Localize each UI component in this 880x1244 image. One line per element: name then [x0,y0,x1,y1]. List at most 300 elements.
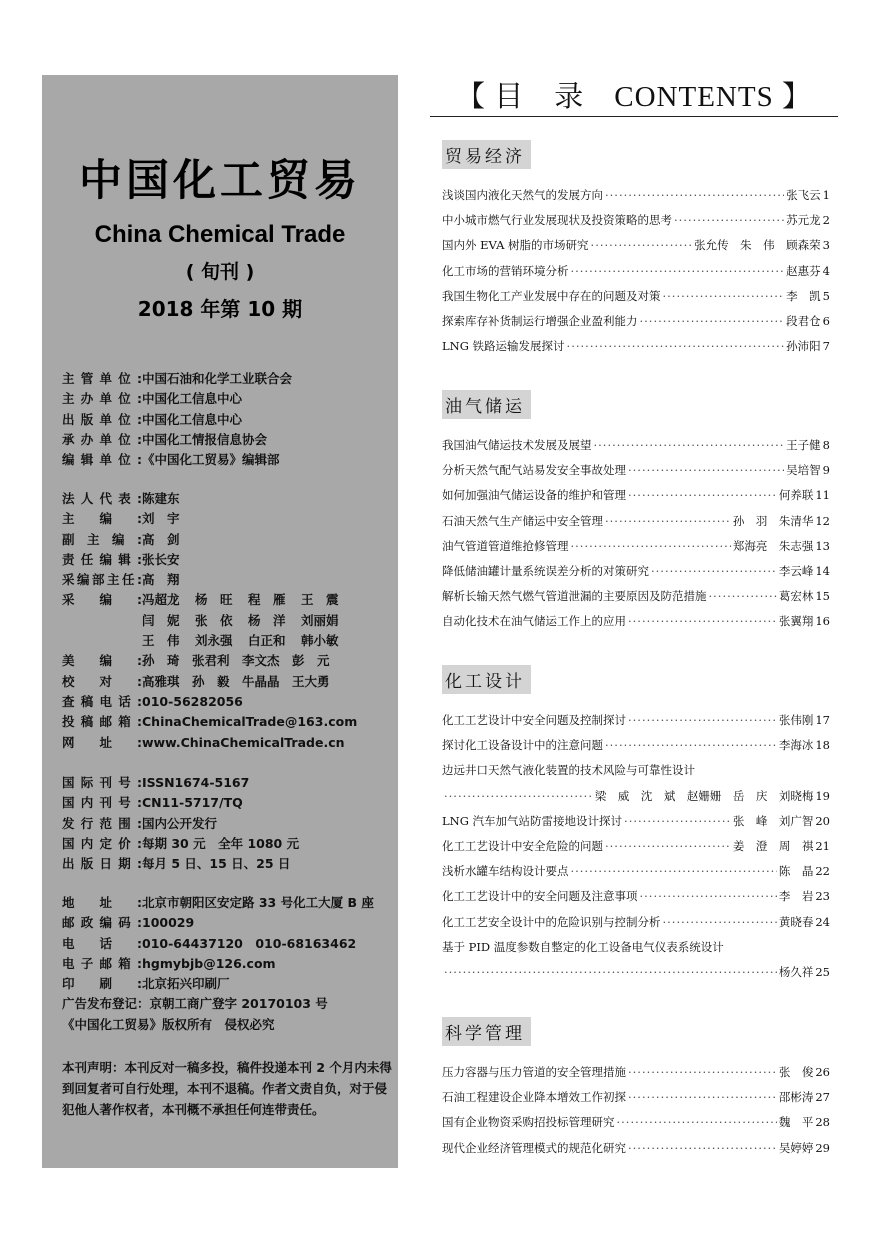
info-value: 孙 琦 张君利 李文杰 彭 元 [142,653,330,669]
toc-entry[interactable] [442,263,830,288]
toc-leader-dots [594,438,785,452]
toc-entry-author: 魏 平 [778,1115,814,1130]
info-label [62,410,142,430]
info-label-char: 单 [99,411,113,427]
info-label-char: 定 [99,835,113,851]
info-label-char: 位 [118,431,131,447]
toc-list [442,712,830,989]
toc-entry-author: 段君仓 [786,313,821,328]
info-label [62,651,142,671]
toc-entry-author: 李云峰 [778,563,814,578]
info-value: ChinaChemicalTrade@163.com [142,714,358,730]
toc-entry-author: 何养联 [778,488,814,503]
info-label-char: 辑 [118,551,131,567]
info-label-colon: : [137,775,142,790]
toc-entry[interactable] [442,813,830,838]
toc-leader-dots [605,514,731,528]
toc-entry-page: 28 [815,1115,830,1130]
toc-entry[interactable] [442,487,830,512]
info-label-colon: : [137,955,142,971]
toc-entry-author: 吴培智 [786,463,821,478]
toc-entry[interactable] [442,863,830,888]
toc-leader-dots [567,339,785,353]
toc-entry-title: 浅谈国内液化天然气的发展方向 [442,188,603,202]
toc-leader-dots [709,589,777,603]
toc-entry-title: 中小城市燃气行业发展现状及投资策略的思考 [442,213,672,228]
toc-entry-title: 探讨化工设备设计中的注意问题 [442,738,603,753]
toc-entry[interactable] [442,538,830,563]
info-label-char: 号 [118,795,131,811]
toc-entry-author: 葛宏林 [778,589,814,604]
info-label-colon: : [137,511,142,527]
info-value: 010-64437120 010-68163462 [142,935,357,951]
info-label-char: 任 [80,551,94,567]
info-label-char: 子 [80,955,94,971]
toc-entry-title: 自动化技术在油气储运工作上的应用 [442,614,626,629]
toc-entry-author: 孙 羽 朱清华 [732,513,814,528]
toc-entry-page: 9 [822,463,830,478]
info-label-char: 电 [62,935,75,951]
toc-entry-page: 19 [815,788,830,803]
toc-entry[interactable] [442,1114,830,1139]
toc-entry-page: 7 [822,339,830,354]
toc-leader-dots [628,1141,777,1155]
magazine-issue: 2018 年第 10 期 [137,297,303,321]
section-title: 贸易经济 [442,140,531,169]
info-label-char: 办 [80,391,94,407]
contact-info [62,893,392,1035]
toc-entry-title: LNG 铁路运输发展探讨 [442,339,565,354]
toc-list [442,437,830,639]
toc-entry-page: 12 [815,513,830,528]
toc-leader-dots [663,915,777,929]
toc-entry[interactable] [442,288,830,313]
info-label-char: 址 [99,734,113,750]
toc-leader-dots [571,864,777,878]
toc-entry[interactable] [442,462,830,487]
info-row [62,834,392,854]
editor-name: 白正和 [248,633,286,649]
copyright-notice: 本刊声明：本刊反对一稿多投，稿件投递本刊 2 个月内未得到回复者可自行处理，本刊不退稿。作者文责自负，对于侵犯他人著作权者，本刊概不承担任何连带责任。 [62,1060,392,1117]
info-row [62,773,392,793]
info-label-char: 部 [92,572,105,588]
toc-section-storage [442,390,830,639]
info-label-char: 校 [62,673,75,689]
toc-entry-author: 杨久祥 [778,964,814,979]
info-label-char: 刊 [99,775,113,790]
info-label-colon: : [137,592,142,608]
toc-entry-page: 14 [815,563,830,578]
toc-entry-page: 17 [815,713,830,727]
info-label-char: 印 [62,976,75,992]
info-label-char: 号 [118,775,131,790]
toc-entry-page: 15 [815,589,830,604]
toc-entry-title: 解析长输天然气燃气管道泄漏的主要原因及防范措施 [442,589,707,604]
info-label-colon: : [137,371,142,386]
info-row [62,913,392,933]
info-label-char: 编 [99,592,113,608]
info-label-colon: : [137,551,142,567]
info-row [62,893,392,913]
info-value: www.ChinaChemicalTrade.cn [142,734,345,750]
info-row [62,934,392,954]
info-label-char: 版 [80,411,94,427]
info-label-char: 承 [62,431,75,447]
info-value: 北京拓兴印刷厂 [142,976,230,992]
info-label [62,974,142,994]
copyright-line: 《中国化工贸易》版权所有 侵权必究 [62,1016,275,1032]
toc-entry-title: 化工市场的营销环境分析 [442,263,569,278]
toc-entry-title: 化工工艺设计中安全问题及控制探讨 [442,713,626,727]
section-title: 科学管理 [442,1017,531,1046]
info-row [62,793,392,813]
info-value: 中国化工情报信息协会 [142,431,268,447]
info-label-char: 辑 [80,452,94,468]
toc-entry-author: 张飞云 [786,188,821,202]
toc-leader-dots [628,1090,777,1104]
toc-entry-page: 21 [815,838,830,853]
editor-name: 杨 洋 [248,612,286,628]
info-label-char: 编 [77,572,90,588]
toc-leader-dots [624,814,731,828]
toc-entry[interactable] [442,338,830,363]
toc-entry-title: 基于 PID 温度参数自整定的化工设备电气仪表系统设计 [442,939,724,954]
info-value: CN11-5717/TQ [142,795,243,811]
toc-entry[interactable] [442,313,830,338]
toc-entry-author: 李海冰 [778,738,814,753]
info-row [62,611,392,631]
toc-entry-author: 孙沛阳 [786,339,821,354]
toc-entry[interactable] [442,613,830,638]
toc-leader-dots [444,965,777,979]
info-label [62,590,142,610]
toc-entry[interactable] [442,513,830,538]
info-label-colon: : [137,653,142,669]
info-label-char: 主 [62,511,75,527]
info-label-char: 法 [62,491,75,506]
toc-leader-dots [628,713,777,727]
toc-entry-title: 石油天然气生产储运中安全管理 [442,513,603,528]
toc-entry-author: 陈 晶 [778,864,814,879]
info-label-char: 期 [118,856,131,872]
toc-entry-title: 如何加强油气储运设备的维护和管理 [442,488,626,503]
toc-entry-page: 4 [822,263,830,278]
info-label-char: 内 [80,835,94,851]
info-label-char: 美 [62,653,75,669]
masthead-panel [42,75,398,1168]
info-label [62,913,142,933]
toc-entry-title: 降低储油罐计量系统误差分析的对策研究 [442,563,649,578]
info-value: 陈建东 [142,491,180,506]
caibian-names [142,631,392,651]
toc-entry-author: 邵彬涛 [778,1090,814,1105]
info-label-colon: : [137,452,142,468]
info-label-colon: : [137,411,142,427]
info-label-char: 稿 [80,693,94,709]
toc-leader-dots [571,539,731,553]
toc-entry[interactable] [442,212,830,237]
info-row [62,712,392,732]
toc-leader-dots [651,564,777,578]
info-row [62,631,392,651]
toc-entry[interactable] [442,437,830,462]
toc-entry-page: 16 [815,614,830,629]
toc-entry-author: 李 凯 [786,288,821,303]
info-label [62,834,142,854]
info-label-char: 址 [99,895,113,910]
info-label-char: 范 [99,815,113,831]
info-label-char: 码 [118,915,131,931]
info-label-char: 办 [80,431,94,447]
info-row [62,590,392,610]
toc-list [442,1064,830,1165]
toc-entry[interactable] [442,964,830,989]
info-row [62,733,392,753]
info-value: 010-56282056 [142,693,243,709]
info-label-char: 编 [99,653,113,669]
info-value: 国内公开发行 [142,815,218,831]
toc-entry-page: 22 [815,864,830,879]
info-label-colon: : [137,693,142,709]
toc-entry[interactable] [442,1064,830,1089]
info-label-colon: : [137,391,142,407]
info-row [62,974,392,994]
info-label [62,530,142,550]
toc-entry-author: 郑海亮 朱志强 [732,538,814,553]
info-label-char: 国 [62,835,75,851]
info-row [62,509,392,529]
info-label-char: 围 [118,815,131,831]
toc-entry-title: 我国生物化工产业发展中存在的问题及对策 [442,288,661,303]
contents-heading: 【 目 录 CONTENTS 】 [456,81,812,113]
info-label-char: 位 [118,452,131,468]
toc-entry-author: 姜 澄 周 祺 [732,838,814,853]
toc-entry[interactable] [442,737,830,762]
toc-section-trade [442,140,830,363]
contents-divider [430,116,838,117]
info-label-char: 国 [62,795,75,811]
info-label-colon: : [137,895,142,910]
info-label-char: 际 [80,775,94,790]
info-row [62,570,392,590]
info-label-char: 话 [99,935,113,951]
info-label-char: 编 [62,452,75,468]
info-label-char: 电 [99,693,113,709]
info-label-colon: : [137,572,142,588]
toc-entry[interactable] [442,563,830,588]
toc-entry-page: 23 [815,889,830,904]
info-label-colon: : [137,795,142,811]
info-label-char: 政 [80,915,94,931]
toc-entry[interactable] [442,914,830,939]
toc-leader-dots [571,264,785,278]
info-label-char: 单 [99,391,113,407]
info-label-colon: : [137,734,142,750]
info-label-char: 邮 [99,955,113,971]
toc-entry-author: 王子健 [786,438,821,452]
info-label-colon: : [137,531,142,547]
info-label-char: 编 [99,915,113,931]
info-row [62,672,392,692]
toc-entry-page: 29 [815,1140,830,1155]
info-label [62,692,142,712]
info-value: 每月 5 日、15 日、25 日 [142,856,291,872]
toc-entry-title: 化工工艺设计中安全危险的问题 [442,838,603,853]
toc-entry-author: 梁 威 沈 斌 赵姗姗 岳 庆 刘晓梅 [594,788,814,803]
info-row [62,651,392,671]
toc-entry-title: 国有企业物资采购招投标管理研究 [442,1115,615,1130]
toc-entry[interactable] [442,1140,830,1165]
toc-entry[interactable] [442,838,830,863]
info-label [62,550,142,570]
toc-entry-title: 浅析水罐车结构设计要点 [442,864,569,879]
info-value: 中国化工信息中心 [142,391,243,407]
info-label-char: 发 [62,815,75,831]
toc-entry-page: 11 [815,488,830,503]
toc-entry-page: 25 [815,964,830,979]
info-label-char: 网 [62,734,75,750]
info-label-char: 采 [62,572,75,588]
info-label-char: 对 [99,673,113,689]
toc-entry-title: 我国油气储运技术发展及展望 [442,438,592,452]
toc-entry-title: 现代企业经济管理模式的规范化研究 [442,1140,626,1155]
info-label-colon: : [137,815,142,831]
toc-entry[interactable] [442,237,830,262]
info-label [62,814,142,834]
toc-entry-title: 石油工程建设企业降本增效工作初探 [442,1090,626,1105]
info-label [62,450,142,470]
info-label-colon: : [137,976,142,992]
info-label-char: 位 [118,391,131,407]
info-label-char: 稿 [80,714,94,730]
info-value: ISSN1674-5167 [142,775,250,790]
info-row [62,692,392,712]
info-label-char: 出 [62,856,75,872]
info-row [62,530,392,550]
info-label-char: 版 [80,856,94,872]
toc-entry[interactable] [442,939,830,964]
info-label [62,954,142,974]
toc-leader-dots [591,238,693,252]
info-label-char: 编 [99,551,113,567]
editor-name: 刘永强 [195,633,233,649]
section-title: 化工设计 [442,665,531,694]
toc-leader-dots [617,1115,777,1129]
info-label-char: 电 [62,955,75,971]
toc-entry[interactable] [442,588,830,613]
caibian-names [142,590,392,610]
toc-entry-page: 20 [815,813,830,828]
editor-name: 程 雁 [248,592,286,608]
info-label-char: 出 [62,411,75,427]
info-label-char: 国 [62,775,75,790]
info-label [62,672,142,692]
info-label-char: 日 [99,856,113,872]
toc-entry-page: 13 [815,538,830,553]
info-label-char: 查 [62,693,75,709]
info-label [62,389,142,409]
info-value: 每期 30 元 全年 1080 元 [142,835,300,851]
editor-name: 杨 旺 [195,592,233,608]
info-label-char: 表 [118,491,131,506]
section-title: 油气储运 [442,390,531,419]
info-label-char: 邮 [99,714,113,730]
toc-entry-author: 张 俊 [778,1065,814,1079]
info-label-char: 刊 [99,795,113,811]
toc-entry-page: 8 [822,438,830,452]
toc-entry-title: 化工工艺设计中的安全问题及注意事项 [442,889,638,904]
info-value: 《中国化工贸易》编辑部 [142,452,280,468]
toc-leader-dots [605,738,777,752]
toc-list [442,187,830,363]
toc-entry-title: 油气管道管道维抢修管理 [442,538,569,553]
editor-name: 闫 妮 [142,612,180,628]
info-label [62,773,142,793]
info-label [62,369,142,389]
toc-entry-author: 张 峰 刘广智 [732,813,814,828]
info-label-char: 刷 [99,976,113,992]
info-label-char: 价 [118,835,131,851]
info-row [62,854,392,874]
toc-entry[interactable] [442,187,830,212]
toc-entry-title: LNG 汽车加气站防雷接地设计探讨 [442,813,623,828]
info-label-char: 副 [62,531,75,547]
toc-entry-title: 探索库存补货制运行增强企业盈利能力 [442,313,638,328]
toc-entry[interactable] [442,888,830,913]
editor-name: 王 伟 [142,633,180,649]
publish-info [62,773,392,874]
info-value: 高 翔 [142,572,180,588]
info-row [62,954,392,974]
info-label-spacer [62,631,142,651]
toc-entry-title: 国内外 EVA 树脂的市场研究 [442,238,589,253]
ad-registration: 广告发布登记：京朝工商广登字 20170103 号 [62,996,328,1012]
toc-entry-page: 3 [822,238,830,253]
info-row [62,369,392,389]
toc-entry-page: 27 [815,1090,830,1105]
info-label [62,733,142,753]
magazine-title: 中国化工贸易 [79,156,361,206]
info-label [62,934,142,954]
info-label-char: 责 [62,551,75,567]
toc-leader-dots [605,839,731,853]
info-label-char: 人 [80,491,94,506]
info-label-char: 管 [80,371,94,386]
info-label-char: 箱 [118,714,131,730]
info-label-char: 位 [118,411,131,427]
toc-entry-title: 压力容器与压力管道的安全管理措施 [442,1065,626,1079]
info-label-spacer [62,611,142,631]
info-label-char: 箱 [118,955,131,971]
toc-entry[interactable] [442,762,830,787]
info-label-colon: : [137,856,142,872]
toc-entry[interactable] [442,1089,830,1114]
info-label-char: 主 [107,572,120,588]
info-label-colon: : [137,431,142,447]
toc-leader-dots [640,889,777,903]
toc-entry[interactable] [442,788,830,813]
info-label [62,712,142,732]
info-label-char: 编 [112,531,125,547]
info-value: 张长安 [142,551,180,567]
info-label-char: 内 [80,795,94,811]
toc-entry-title: 化工工艺安全设计中的危险识别与控制分析 [442,914,661,929]
toc-entry[interactable] [442,712,830,737]
toc-leader-dots [628,1065,777,1079]
toc-leader-dots [628,488,777,502]
info-label-char: 投 [62,714,75,730]
info-label [62,430,142,450]
